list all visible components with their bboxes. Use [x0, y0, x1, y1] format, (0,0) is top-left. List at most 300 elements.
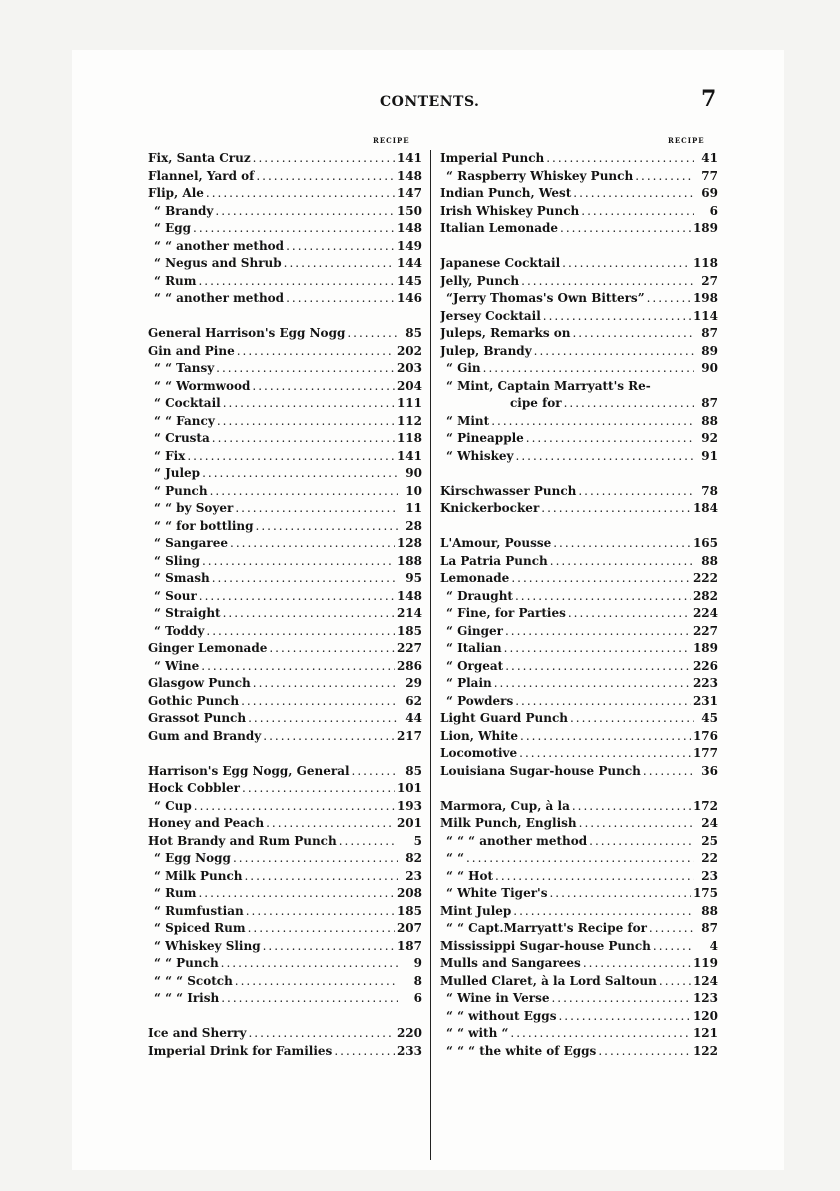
- entry-recipe-number: 114: [692, 308, 718, 323]
- index-entry: [148, 553, 422, 571]
- index-entry: [148, 675, 422, 693]
- entry-label: Honey and Peach: [148, 816, 265, 830]
- leader-dots: [516, 448, 694, 466]
- entry-label: “ Whiskey: [446, 448, 514, 463]
- entry-recipe-number: 85: [405, 763, 422, 778]
- index-entry: [148, 465, 422, 483]
- index-entry: [440, 1043, 718, 1061]
- entry-label: L'Amour, Pousse: [440, 536, 552, 550]
- leader-dots: [494, 675, 691, 693]
- leader-dots: [570, 710, 694, 728]
- leader-dots: [519, 745, 691, 763]
- leader-dots: [256, 518, 398, 536]
- index-entry: [148, 728, 422, 746]
- entry-recipe-number: 88: [701, 903, 718, 918]
- entry-recipe-number: 118: [692, 256, 718, 270]
- index-entry: [148, 430, 422, 448]
- entry-label: Fix, Santa Cruz: [148, 151, 251, 165]
- index-entry: [440, 430, 718, 448]
- index-entry: [440, 990, 718, 1008]
- entry-recipe-number: 10: [405, 483, 422, 498]
- entry-recipe-number: 118: [396, 431, 422, 445]
- entry-label: Mulls and Sangarees: [440, 956, 581, 970]
- entry-recipe-number: 11: [405, 501, 422, 515]
- index-entry: [440, 185, 718, 203]
- leader-dots: [534, 343, 694, 361]
- leader-dots: [194, 798, 395, 816]
- entry-label: “ Rum: [154, 886, 197, 900]
- index-entry: [148, 500, 422, 518]
- leader-dots: [553, 535, 691, 553]
- leader-dots: [206, 185, 395, 203]
- entry-label: “ Crusta: [154, 431, 210, 445]
- index-entry: [440, 290, 718, 308]
- index-entry: [148, 535, 422, 553]
- entry-label: “ Mint, Captain Marryatt's Re-: [446, 378, 651, 393]
- leader-dots: [543, 308, 691, 326]
- leader-dots: [510, 1025, 691, 1043]
- index-entry: [148, 710, 422, 728]
- entry-label: “ Spiced Rum: [154, 921, 246, 935]
- index-entry: [148, 885, 422, 903]
- column-divider: [430, 150, 431, 1160]
- entry-label: Hot Brandy and Rum Punch: [148, 833, 337, 848]
- leader-dots: [221, 955, 398, 973]
- index-entry: [440, 448, 718, 466]
- entry-label: “ “ by Soyer: [154, 501, 234, 515]
- entry-label: “ Orgeat: [446, 658, 504, 673]
- entry-recipe-number: 220: [396, 1026, 422, 1040]
- entry-label: “ Cup: [154, 798, 192, 813]
- index-entry: [440, 273, 718, 291]
- index-entry: [148, 290, 422, 308]
- entry-recipe-number: 148: [396, 588, 422, 603]
- entry-recipe-number: 78: [701, 483, 718, 498]
- entry-recipe-number: 204: [396, 378, 422, 393]
- entry-label: “ Rumfustian: [154, 903, 244, 918]
- entry-label: La Patria Punch: [440, 553, 548, 568]
- leader-dots: [352, 763, 398, 781]
- leader-dots: [551, 990, 690, 1008]
- index-entry: [440, 1025, 718, 1043]
- page-title: CONTENTS.: [380, 94, 480, 110]
- index-entry: [440, 763, 718, 781]
- entry-recipe-number: 120: [692, 1008, 718, 1023]
- leader-dots: [643, 763, 694, 781]
- leader-dots: [568, 605, 691, 623]
- index-entry: [440, 395, 718, 413]
- leader-dots: [235, 500, 398, 518]
- leader-dots: [187, 448, 395, 466]
- entry-recipe-number: 227: [692, 623, 718, 638]
- entry-label: Mint Julep: [440, 903, 512, 918]
- entry-label: Gothic Punch: [148, 693, 240, 708]
- index-entry: [148, 308, 422, 326]
- leader-dots: [212, 430, 395, 448]
- entry-label: “ “ “ Scotch: [154, 973, 233, 988]
- leader-dots: [202, 465, 398, 483]
- entry-label: Lemonade: [440, 571, 510, 585]
- leader-dots: [248, 710, 398, 728]
- leader-dots: [564, 395, 694, 413]
- index-entry: [440, 325, 718, 343]
- leader-dots: [246, 903, 395, 921]
- entry-recipe-number: 8: [413, 973, 422, 988]
- index-entry: [440, 640, 718, 658]
- index-entry: [148, 868, 422, 886]
- index-entry: [148, 518, 422, 536]
- leader-dots: [572, 798, 691, 816]
- entry-recipe-number: 144: [396, 256, 422, 270]
- entry-recipe-number: 90: [701, 361, 718, 375]
- entry-label: Ginger Lemonade: [148, 641, 268, 655]
- entry-label: Jersey Cocktail: [440, 308, 541, 323]
- leader-dots: [511, 570, 691, 588]
- index-entry: [440, 308, 718, 326]
- leader-dots: [495, 868, 694, 886]
- index-entry: [148, 833, 422, 851]
- index-entry: [148, 150, 422, 168]
- entry-label: “ “ with “: [446, 1026, 509, 1040]
- entry-label: “ Mint: [446, 413, 490, 428]
- entry-label: Jelly, Punch: [440, 273, 520, 288]
- entry-recipe-number: 187: [396, 938, 422, 953]
- entry-label: “ Egg: [154, 221, 192, 235]
- leader-dots: [248, 1025, 394, 1043]
- entry-label: “ Julep: [154, 466, 201, 480]
- leader-dots: [505, 623, 691, 641]
- index-entry: [148, 658, 422, 676]
- entry-label: Harrison's Egg Nogg, General: [148, 763, 350, 778]
- leader-dots: [263, 938, 395, 956]
- entry-label: “ “: [446, 851, 464, 865]
- entry-recipe-number: 227: [396, 641, 422, 655]
- leader-dots: [223, 395, 395, 413]
- leader-dots: [483, 360, 694, 378]
- index-entry: [148, 920, 422, 938]
- entry-recipe-number: 23: [405, 868, 422, 883]
- entry-recipe-number: 45: [701, 711, 718, 725]
- entry-label: “ Rum: [154, 273, 197, 288]
- leader-dots: [198, 273, 394, 291]
- entry-recipe-number: 148: [396, 168, 422, 183]
- index-entry: [148, 745, 422, 763]
- entry-label: Mississippi Sugar-house Punch: [440, 938, 651, 953]
- index-entry: [440, 658, 718, 676]
- entry-recipe-number: 165: [692, 536, 718, 550]
- index-entry: [440, 483, 718, 501]
- leader-dots: [560, 220, 691, 238]
- index-entry: [148, 325, 422, 343]
- index-entry: [440, 605, 718, 623]
- entry-recipe-number: 23: [701, 868, 718, 883]
- entry-recipe-number: 123: [692, 991, 718, 1005]
- entry-label: “ “ Tansy: [154, 361, 215, 375]
- entry-label: “ “ Fancy: [154, 413, 215, 428]
- entry-recipe-number: 189: [692, 641, 718, 655]
- index-entry: [440, 675, 718, 693]
- index-entry: [148, 220, 422, 238]
- leader-dots: [217, 413, 395, 431]
- entry-recipe-number: 91: [701, 448, 718, 463]
- left-column: [148, 150, 422, 1060]
- index-entry: [148, 1025, 422, 1043]
- entry-label: “ Toddy: [154, 623, 205, 638]
- index-entry: [440, 343, 718, 361]
- index-entry: [440, 518, 718, 536]
- entry-label: “ Gin: [446, 361, 481, 375]
- index-entry: [148, 203, 422, 221]
- entry-recipe-number: 176: [692, 728, 718, 743]
- right-column: [440, 150, 718, 1060]
- entry-label: “ Whiskey Sling: [154, 938, 261, 953]
- entry-label: “ “ Hot: [446, 868, 494, 883]
- leader-dots: [334, 1043, 395, 1061]
- entry-label: Flannel, Yard of: [148, 168, 255, 183]
- entry-label: Mulled Claret, à la Lord Saltoun: [440, 973, 657, 988]
- entry-label: “ Italian: [446, 641, 502, 655]
- index-entry: [148, 955, 422, 973]
- entry-label: “ “ “ Irish: [154, 991, 220, 1005]
- entry-label: Kirschwasser Punch: [440, 483, 577, 498]
- entry-recipe-number: 188: [396, 553, 422, 568]
- entry-label: Knickerbocker: [440, 501, 540, 515]
- leader-dots: [653, 938, 694, 956]
- entry-label: “ “ Punch: [154, 956, 219, 970]
- entry-label: “ “ another method: [154, 291, 285, 305]
- index-entry: [440, 360, 718, 378]
- leader-dots: [550, 553, 694, 571]
- entry-label: “ Plain: [446, 676, 492, 690]
- entry-recipe-number: 111: [396, 396, 422, 410]
- entry-recipe-number: 184: [692, 501, 718, 515]
- index-entry: [440, 693, 718, 711]
- leader-dots: [235, 973, 398, 991]
- entry-recipe-number: 217: [396, 728, 422, 743]
- entry-label: “ “ “ the white of Eggs: [446, 1043, 597, 1058]
- entry-label: “ Cocktail: [154, 396, 221, 410]
- index-entry: [148, 1008, 422, 1026]
- entry-label: “ “ Wormwood: [154, 378, 251, 393]
- leader-dots: [526, 430, 694, 448]
- leader-dots: [263, 728, 395, 746]
- leader-dots: [193, 220, 395, 238]
- leader-dots: [241, 693, 398, 711]
- index-entry: [440, 920, 718, 938]
- right-column-heading: RECIPE: [668, 136, 705, 145]
- entry-label: “ Sangaree: [154, 536, 229, 550]
- leader-dots: [202, 553, 395, 571]
- entry-recipe-number: 224: [692, 606, 718, 620]
- entry-recipe-number: 148: [396, 221, 422, 235]
- entry-recipe-number: 202: [396, 343, 422, 358]
- leader-dots: [581, 203, 694, 221]
- entry-recipe-number: 233: [396, 1043, 422, 1058]
- entry-recipe-number: 27: [701, 273, 718, 288]
- entry-recipe-number: 9: [413, 956, 422, 970]
- leader-dots: [521, 273, 694, 291]
- entry-label: “ White Tiger's: [446, 886, 548, 900]
- leader-dots: [339, 833, 398, 851]
- leader-dots: [347, 325, 398, 343]
- entry-recipe-number: 214: [396, 606, 422, 620]
- entry-label: “ Negus and Shrub: [154, 256, 282, 270]
- index-entry: [440, 465, 718, 483]
- entry-recipe-number: 150: [396, 203, 422, 218]
- index-entry: [440, 780, 718, 798]
- entry-recipe-number: 223: [692, 676, 718, 690]
- leader-dots: [579, 815, 694, 833]
- entry-recipe-number: 193: [396, 798, 422, 813]
- leader-dots: [578, 483, 694, 501]
- index-entry: [440, 745, 718, 763]
- leader-dots: [230, 535, 395, 553]
- entry-recipe-number: 41: [701, 151, 718, 165]
- leader-dots: [253, 150, 395, 168]
- index-entry: [148, 413, 422, 431]
- index-entry: [440, 728, 718, 746]
- index-entry: [440, 255, 718, 273]
- entry-label: Juleps, Remarks on: [440, 326, 571, 340]
- index-entry: [148, 448, 422, 466]
- index-entry: [148, 798, 422, 816]
- entry-label: “ Pineapple: [446, 431, 524, 445]
- leader-dots: [252, 378, 395, 396]
- leader-dots: [286, 290, 395, 308]
- index-entry: [148, 990, 422, 1008]
- entry-recipe-number: 88: [701, 553, 718, 568]
- entry-label: Japanese Cocktail: [440, 256, 561, 270]
- entry-label: “ Smash: [154, 571, 210, 585]
- index-entry: [148, 273, 422, 291]
- index-entry: [148, 483, 422, 501]
- entry-recipe-number: 36: [701, 763, 718, 778]
- entry-label: Louisiana Sugar-house Punch: [440, 763, 641, 778]
- index-entry: [148, 850, 422, 868]
- leader-dots: [215, 203, 395, 221]
- entry-recipe-number: 201: [396, 816, 422, 830]
- entry-recipe-number: 62: [405, 693, 422, 708]
- leader-dots: [515, 588, 691, 606]
- leader-dots: [583, 955, 691, 973]
- entry-recipe-number: 24: [701, 816, 718, 830]
- index-entry: [440, 885, 718, 903]
- index-entry: [440, 220, 718, 238]
- entry-label: Julep, Brandy: [440, 343, 532, 358]
- entry-label: “ Fix: [154, 448, 186, 463]
- entry-label: Marmora, Cup, à la: [440, 798, 570, 813]
- index-entry: [148, 255, 422, 273]
- entry-label: “ “ another method: [154, 238, 285, 253]
- leader-dots: [206, 623, 395, 641]
- entry-label: “ Fine, for Parties: [446, 606, 566, 620]
- entry-label: “ Sling: [154, 553, 200, 568]
- leader-dots: [649, 920, 694, 938]
- entry-label: Lion, White: [440, 728, 519, 743]
- entry-label: Flip, Ale: [148, 186, 204, 200]
- entry-recipe-number: 286: [396, 658, 422, 673]
- entry-label: Glasgow Punch: [148, 676, 251, 690]
- entry-recipe-number: 208: [396, 886, 422, 900]
- entry-recipe-number: 87: [701, 921, 718, 935]
- index-entry: [440, 938, 718, 956]
- leader-dots: [635, 168, 694, 186]
- index-entry: [440, 868, 718, 886]
- leader-dots: [212, 570, 398, 588]
- entry-recipe-number: 203: [396, 361, 422, 375]
- index-entry: [148, 780, 422, 798]
- leader-dots: [573, 185, 694, 203]
- entry-label: Irish Whiskey Punch: [440, 203, 580, 218]
- index-entry: [148, 605, 422, 623]
- entry-label: “ Raspberry Whiskey Punch: [446, 168, 634, 183]
- entry-recipe-number: 85: [405, 326, 422, 340]
- entry-label: Imperial Drink for Families: [148, 1043, 333, 1058]
- entry-label: Gum and Brandy: [148, 728, 262, 743]
- entry-recipe-number: 207: [396, 921, 422, 935]
- entry-recipe-number: 185: [396, 623, 422, 638]
- entry-label: “ Draught: [446, 588, 513, 603]
- entry-recipe-number: 231: [692, 693, 718, 708]
- leader-dots: [589, 833, 694, 851]
- index-entry: [148, 360, 422, 378]
- entry-recipe-number: 87: [701, 396, 718, 410]
- leader-dots: [491, 413, 694, 431]
- index-entry: [148, 168, 422, 186]
- entry-label: “ Punch: [154, 483, 208, 498]
- index-entry: [148, 763, 422, 781]
- index-entry: [148, 938, 422, 956]
- index-entry: [148, 693, 422, 711]
- entry-label: Indian Punch, West: [440, 186, 572, 200]
- index-entry: [148, 815, 422, 833]
- entry-label: General Harrison's Egg Nogg: [148, 326, 346, 340]
- leader-dots: [198, 885, 394, 903]
- index-entry: [440, 553, 718, 571]
- entry-label: Locomotive: [440, 746, 518, 760]
- entry-recipe-number: 88: [701, 413, 718, 428]
- left-column-heading: RECIPE: [373, 136, 410, 145]
- index-entry: [440, 203, 718, 221]
- entry-label: “ Wine: [154, 658, 200, 673]
- entry-recipe-number: 92: [701, 431, 718, 445]
- index-entry: [148, 623, 422, 641]
- leader-dots: [210, 483, 398, 501]
- leader-dots: [242, 780, 395, 798]
- entry-recipe-number: 177: [692, 746, 718, 760]
- entry-recipe-number: 101: [396, 781, 422, 795]
- entry-recipe-number: 5: [413, 833, 422, 848]
- index-entry: [440, 850, 718, 868]
- entry-label: “ Powders: [446, 693, 514, 708]
- leader-dots: [284, 255, 395, 273]
- entry-recipe-number: 29: [405, 676, 422, 690]
- entry-recipe-number: 4: [709, 938, 718, 953]
- entry-recipe-number: 198: [692, 291, 718, 305]
- entry-label: “ “ without Eggs: [446, 1008, 557, 1023]
- index-entry: [440, 955, 718, 973]
- index-entry: [148, 395, 422, 413]
- entry-recipe-number: 119: [692, 956, 718, 970]
- entry-label: “ Milk Punch: [154, 868, 243, 883]
- index-entry: [148, 343, 422, 361]
- entry-recipe-number: 141: [396, 448, 422, 463]
- entry-recipe-number: 77: [701, 168, 718, 183]
- entry-recipe-number: 124: [692, 973, 718, 988]
- index-entry: [440, 150, 718, 168]
- leader-dots: [269, 640, 395, 658]
- leader-dots: [237, 343, 395, 361]
